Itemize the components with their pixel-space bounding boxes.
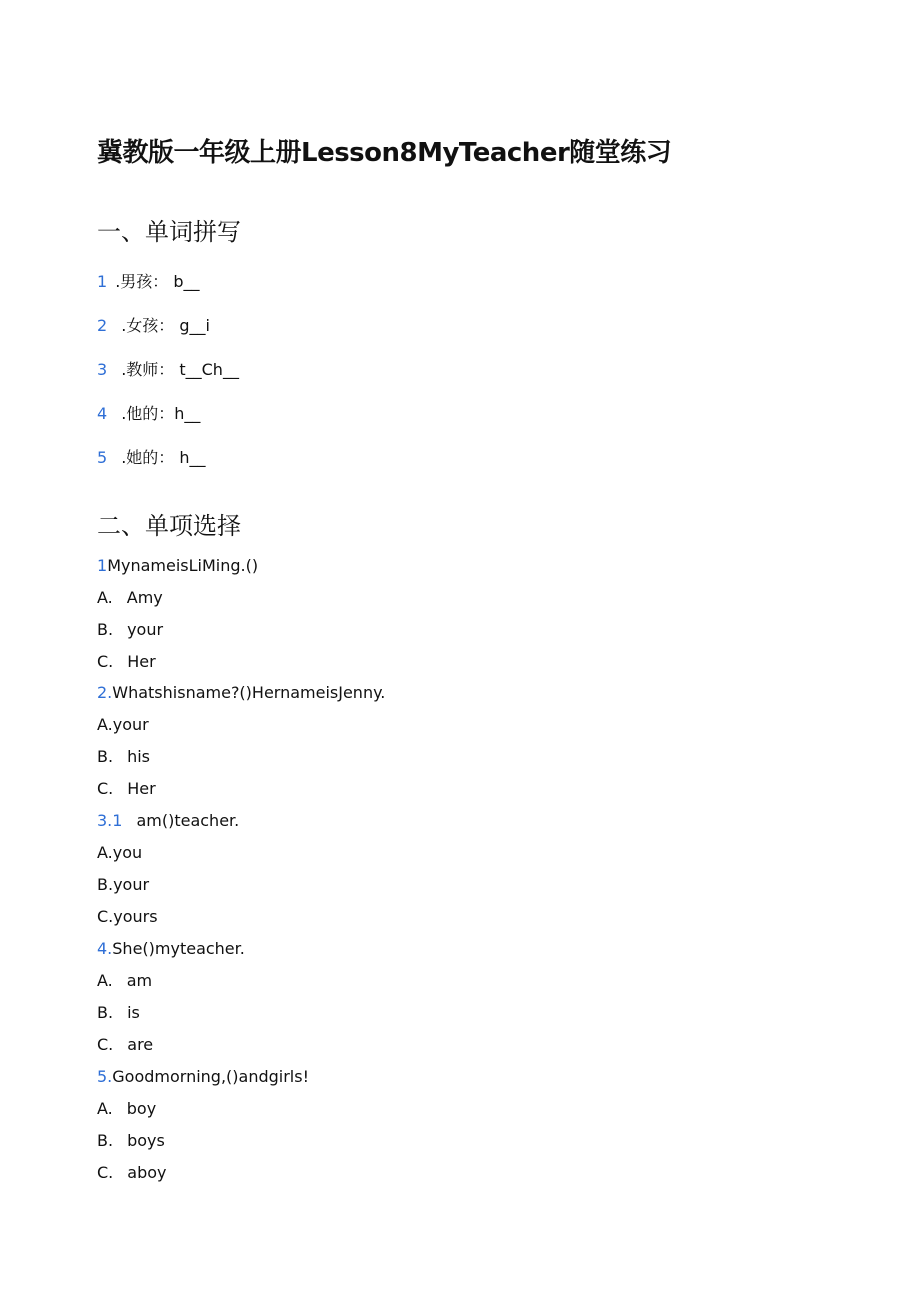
item-text: .教师： t__Ch__ xyxy=(121,360,239,379)
option xyxy=(97,1099,156,1119)
question-text: am()teacher. xyxy=(136,811,240,830)
option xyxy=(97,843,142,863)
option xyxy=(97,1003,140,1023)
option xyxy=(97,875,149,895)
item-text: .他的：h__ xyxy=(121,404,201,423)
question-stem xyxy=(97,556,258,576)
question-stem xyxy=(97,1067,309,1087)
question-stem xyxy=(97,811,239,831)
item-number: 4 xyxy=(97,404,108,423)
question-text: Goodmorning,()andgirls! xyxy=(112,1067,309,1086)
item-text: .男孩： b__ xyxy=(115,272,200,291)
item-number: 1 xyxy=(97,272,108,291)
question-text: She()myteacher. xyxy=(112,939,245,958)
option xyxy=(97,652,156,672)
item-text: .她的： h__ xyxy=(121,448,206,467)
option-letter: A. xyxy=(97,588,113,607)
section-heading-choice: 二、单项选择 xyxy=(97,512,241,540)
document-title: 冀教版一年级上册Lesson8MyTeacher随堂练习 xyxy=(97,138,672,168)
option-text: Her xyxy=(127,652,156,671)
option-text: C.yours xyxy=(97,907,158,926)
option-text: B.your xyxy=(97,875,150,894)
option-text: boy xyxy=(126,1099,157,1118)
option xyxy=(97,907,158,927)
option-text: Amy xyxy=(126,588,163,607)
option xyxy=(97,620,163,640)
item-number: 3 xyxy=(97,360,108,379)
question-number: 4. xyxy=(97,939,113,958)
option-letter: C. xyxy=(97,779,114,798)
option-text: A.your xyxy=(97,715,149,734)
spelling-item xyxy=(97,360,239,380)
option xyxy=(97,779,156,799)
option xyxy=(97,747,150,767)
question-text: Whatshisname?()HernameisJenny. xyxy=(112,683,386,702)
option-text: his xyxy=(127,747,150,766)
question-number: 2. xyxy=(97,683,113,702)
spelling-item xyxy=(97,272,200,292)
option xyxy=(97,1035,153,1055)
option-text: Her xyxy=(127,779,156,798)
option-text: your xyxy=(127,620,164,639)
question-number: 1 xyxy=(97,556,108,575)
option-letter: C. xyxy=(97,1035,114,1054)
question-text: MynameisLiMing.() xyxy=(107,556,259,575)
option-text: am xyxy=(126,971,153,990)
option-letter: C. xyxy=(97,652,114,671)
section-heading-spelling: 一、单词拼写 xyxy=(97,218,241,246)
item-number: 5 xyxy=(97,448,108,467)
option xyxy=(97,1131,165,1151)
option-letter: B. xyxy=(97,1131,114,1150)
option xyxy=(97,971,152,991)
question-stem xyxy=(97,683,385,703)
spelling-item xyxy=(97,404,200,424)
option-text: are xyxy=(127,1035,154,1054)
option-letter: A. xyxy=(97,1099,113,1118)
option xyxy=(97,1163,166,1183)
option-letter: B. xyxy=(97,1003,114,1022)
question-number: 5. xyxy=(97,1067,113,1086)
option-text: boys xyxy=(127,1131,165,1150)
option-letter: C. xyxy=(97,1163,114,1182)
option-letter: B. xyxy=(97,620,114,639)
item-text: .女孩： g__i xyxy=(121,316,210,335)
spelling-item xyxy=(97,316,210,336)
option xyxy=(97,715,149,735)
option-letter: B. xyxy=(97,747,114,766)
option-letter: A. xyxy=(97,971,113,990)
item-number: 2 xyxy=(97,316,108,335)
option-text: is xyxy=(127,1003,140,1022)
option-text: A.you xyxy=(97,843,143,862)
option xyxy=(97,588,163,608)
option-text: aboy xyxy=(127,1163,167,1182)
spelling-item xyxy=(97,448,206,468)
question-stem xyxy=(97,939,245,959)
question-number: 3.1 xyxy=(97,811,123,830)
